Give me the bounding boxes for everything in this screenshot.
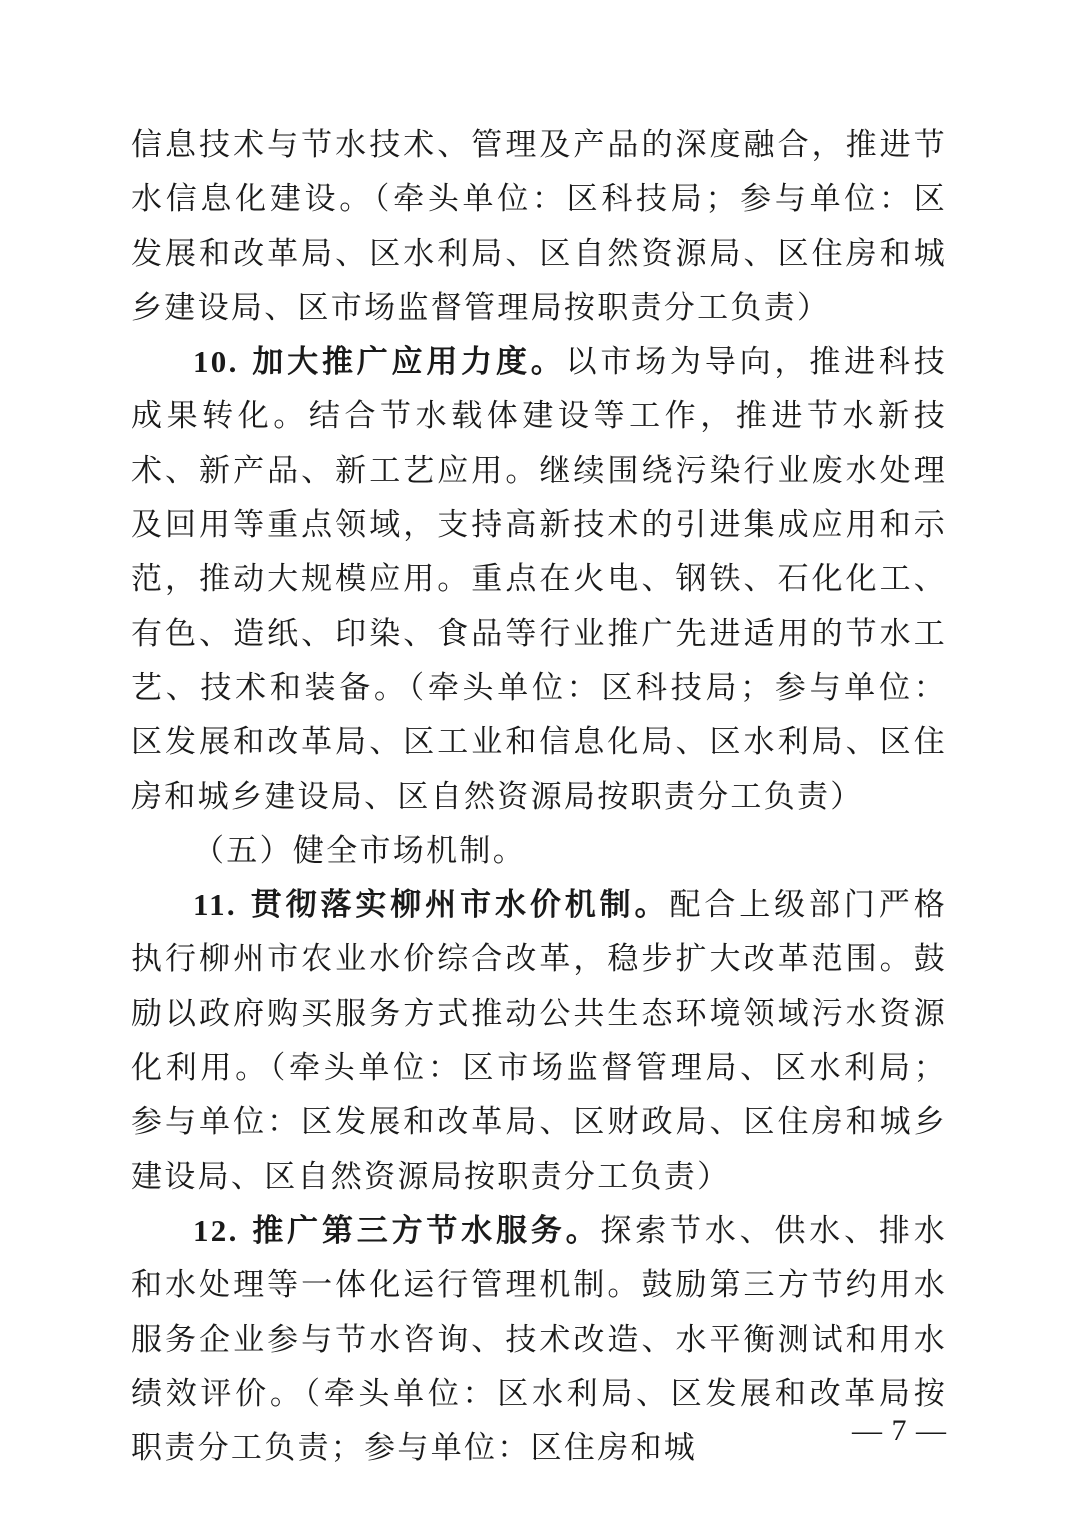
- paragraph-item-12: [131, 1204, 947, 1475]
- item-12-number: 12.: [193, 1212, 239, 1248]
- item-10-number: 10.: [193, 344, 239, 380]
- paragraph-item-10: [131, 335, 947, 824]
- item-10-body: 以市场为导向，推进科技成果转化。结合节水载体建设等工作，推进节水新技术、新产品、新工艺应用。继续围绕污染行业废水处理及回用等重点领域，支持高新技术的引进集成应用和示范，推动大规模应用。重点在火电、钢铁、石化化工、有色、造纸、印染、食品等行业推广先进适用的节水工艺、技术和装备。（牵头单位：区科技局；参与单位：区发展和改革局、区工业和信息化局、区水利局、区住房和城乡建设局、区自然资源局按职责分工负责）: [131, 344, 947, 815]
- item-11-number: 11.: [193, 887, 237, 923]
- item-10-title: 加大推广应用力度。: [252, 344, 566, 381]
- page-number: — 7 —: [852, 1414, 947, 1447]
- section-heading-5: （五）健全市场机制。: [193, 832, 526, 869]
- paragraph-continuation: 信息技术与节水技术、管理及产品的深度融合，推进节水信息化建设。（牵头单位：区科技局；参与单位：区发展和改革局、区水利局、区自然资源局、区住房和城乡建设局、区市场监督管理局按职责分工负责）: [131, 127, 947, 326]
- item-11-title: 贯彻落实柳州市水价机制。: [250, 887, 670, 924]
- item-11-body: 配合上级部门严格执行柳州市农业水价综合改革，稳步扩大改革范围。鼓励以政府购买服务方式推动公共生态环境领域污水资源化利用。（牵头单位：区市场监督管理局、区水利局；参与单位：区发展和改革局、区财政局、区住房和城乡建设局、区自然资源局按职责分工负责）: [131, 887, 947, 1195]
- item-12-title: 推广第三方节水服务。: [252, 1212, 601, 1249]
- paragraph-item-11: [131, 878, 947, 1204]
- item-12-body: 探索节水、供水、排水和水处理等一体化运行管理机制。鼓励第三方节约用水服务企业参与节水咨询、技术改造、水平衡测试和用水绩效评价。（牵头单位：区水利局、区发展和改革局按职责分工负责；参与单位：区住房和城: [131, 1212, 948, 1467]
- document-body: [131, 118, 947, 1475]
